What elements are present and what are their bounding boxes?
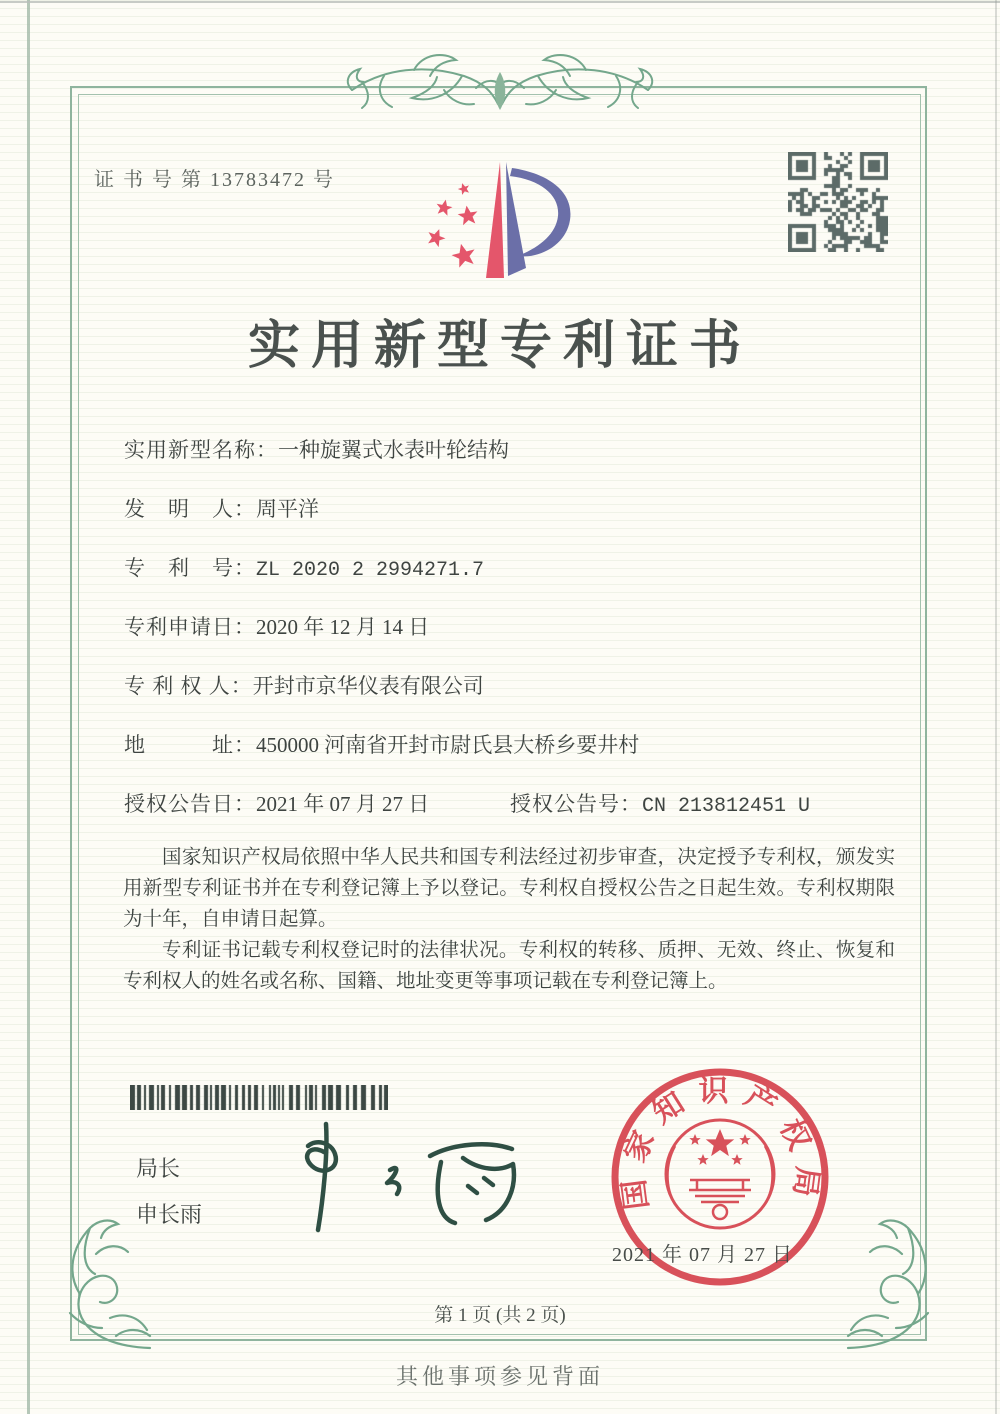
scan-edge-right: [995, 0, 997, 1414]
field-name-value: 一种旋翼式水表叶轮结构: [278, 438, 509, 462]
field-patent-no: [124, 554, 914, 613]
legal-paragraph-2: 专利证书记载专利权登记时的法律状况。专利权的转移、质押、无效、终止、恢复和专利权人的姓名或名称、国籍、地址变更等事项记载在专利登记簿上。: [123, 940, 895, 992]
field-grant-date-label: 授权公告日：: [124, 792, 256, 816]
field-inventor-value: 周平洋: [256, 497, 319, 521]
officer-title: 局长: [136, 1156, 181, 1181]
officer-block: [136, 1146, 202, 1238]
field-patentee-value: 开封市京华仪表有限公司: [252, 674, 484, 698]
scan-edge-top: [0, 1, 1000, 3]
field-grant-no: [510, 790, 810, 821]
page-title: 实用新型专利证书: [247, 318, 752, 375]
field-grant: [124, 790, 914, 849]
qr-code: [788, 152, 888, 252]
signature-script-icon: [258, 1112, 538, 1242]
legal-text: [123, 842, 895, 997]
field-address: [124, 731, 914, 790]
field-filing-date-value: 2020 年 12 月 14 日: [256, 615, 430, 639]
field-grant-date-value: 2021 年 07 月 27 日: [256, 792, 430, 816]
field-filing-date-label: 专利申请日：: [124, 615, 256, 639]
certificate-number: 证 书 号 第 13783472 号: [94, 169, 335, 191]
field-list: [124, 436, 914, 849]
field-filing-date: [124, 613, 914, 672]
field-patentee: [124, 672, 914, 731]
page-number: 第 1 页 (共 2 页): [434, 1305, 566, 1326]
field-name: [124, 436, 914, 495]
field-name-label: 实用新型名称：: [124, 438, 278, 462]
back-note: 其他事项参见背面: [395, 1364, 604, 1389]
field-address-value: 450000 河南省开封市尉氏县大桥乡要井村: [256, 733, 640, 757]
barcode: [130, 1085, 388, 1110]
qr-code-canvas: [788, 152, 888, 252]
field-patentee-label: 专 利 权 人：: [124, 674, 253, 698]
seal-ring-text: 国家知识产权局: [616, 1075, 824, 1212]
legal-paragraph-1: 国家知识产权局依照中华人民共和国专利法经过初步审查，决定授予专利权，颁发实用新型专利证书并在专利登记簿上予以登记。专利权自授权公告之日起生效。专利权期限为十年，自申请日起算。: [123, 847, 895, 930]
field-grant-no-label: 授权公告号：: [510, 792, 642, 816]
corner-flourish-left-icon: [50, 1218, 160, 1353]
field-address-label: 地 址：: [124, 733, 256, 757]
national-emblem-icon: [666, 1120, 774, 1228]
cnipa-logo-icon: [420, 146, 580, 296]
field-grant-no-value: CN 213812451 U: [642, 795, 811, 818]
barcode-canvas: [130, 1085, 388, 1110]
seal-date: 2021 年 07 月 27 日: [612, 1244, 793, 1266]
officer-name: 申长雨: [136, 1202, 203, 1227]
field-inventor-label: 发 明 人：: [124, 497, 256, 521]
field-inventor: [124, 495, 914, 554]
field-patent-no-value: ZL 2020 2 2994271.7: [256, 559, 485, 582]
field-patent-no-label: 专 利 号：: [124, 556, 256, 580]
corner-flourish-right-icon: [838, 1218, 948, 1353]
dragon-ornament-icon: [340, 46, 660, 126]
scan-edge-left: [27, 0, 30, 1414]
